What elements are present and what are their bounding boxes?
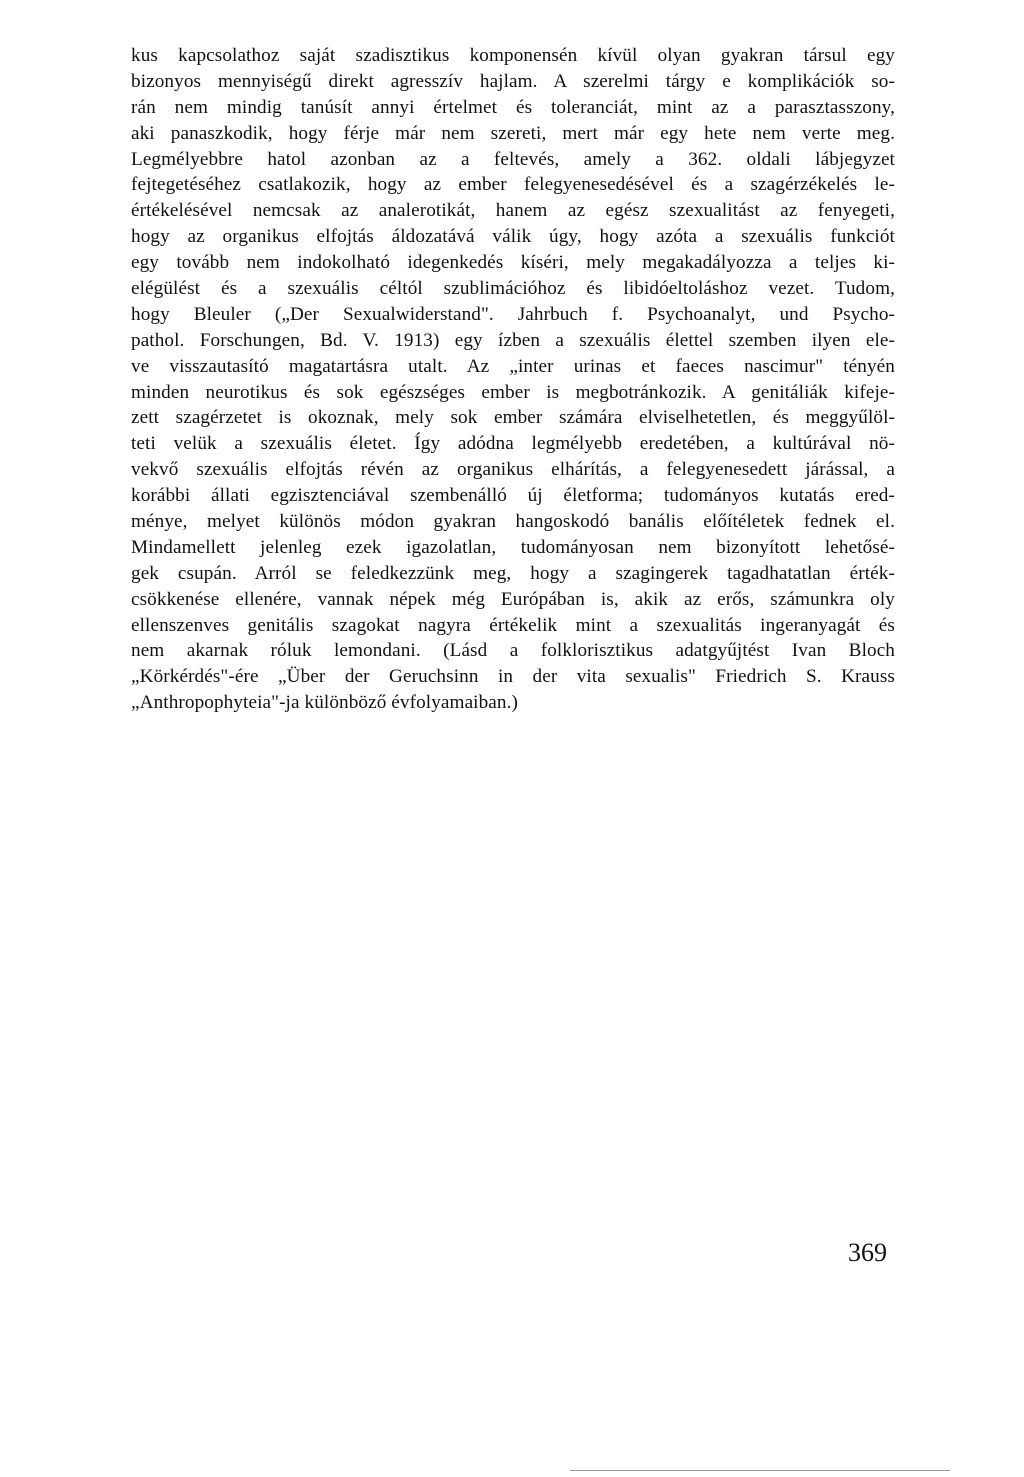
text-line: hogy az organikus elfojtás áldozatává válik úgy, hogy azóta a szexuális funkciót xyxy=(131,226,895,248)
text-line: ellenszenves genitális szagokat nagyra értékelik mint a szexualitás ingeranyagát és xyxy=(131,614,895,636)
text-line: elégülést és a szexuális céltól szublimációhoz és libidóeltoláshoz vezet. Tudom, xyxy=(131,278,895,300)
text-line: fejtegetéséhez csatlakozik, hogy az ember felegyenesedésével és a szagérzékelés le- xyxy=(131,174,895,196)
text-line: korábbi állati egzisztenciával szembenálló új életforma; tudományos kutatás ered- xyxy=(131,485,895,507)
text-line: bizonyos mennyiségű direkt agresszív hajlam. A szerelmi tárgy e komplikációk so- xyxy=(131,70,895,92)
text-line: „Körkérdés"-ére „Über der Geruchsinn in der vita sexualis" Friedrich S. Krauss xyxy=(131,666,895,688)
page-number: 369 xyxy=(848,1238,887,1267)
text-line: ve visszautasító magatartásra utalt. Az „inter urinas et faeces nascimur" tényén xyxy=(131,355,895,377)
text-line: hogy Bleuler („Der Sexualwiderstand". Jahrbuch f. Psychoanalyt, und Psycho- xyxy=(131,303,895,325)
text-line: Mindamellett jelenleg ezek igazolatlan, tudományosan nem bizonyított lehetősé- xyxy=(131,536,895,558)
text-line: rán nem mindig tanúsít annyi értelmet és toleranciát, mint az a parasztasszony, xyxy=(131,96,895,118)
text-line: minden neurotikus és sok egészséges ember is megbotránkozik. A genitáliák kifeje- xyxy=(131,381,895,403)
text-line: teti velük a szexuális életet. Így adódna legmélyebb eredetében, a kultúrával nö- xyxy=(131,433,895,455)
text-line: zett szagérzetet is okoznak, mely sok ember számára elviselhetetlen, és meggyűlöl- xyxy=(131,407,895,429)
text-line: kus kapcsolathoz saját szadisztikus komponensén kívül olyan gyakran társul egy xyxy=(131,45,895,66)
text-line: egy tovább nem indokolható idegenkedés kíséri, mely megakadályozza a teljes ki- xyxy=(131,252,895,274)
text-line: gek csupán. Arról se feledkezzünk meg, hogy a szagingerek tagadhatatlan érték- xyxy=(131,562,895,584)
text-line: vekvő szexuális elfojtás révén az organikus elhárítás, a felegyenesedett járással, a xyxy=(131,459,895,481)
text-line: nem akarnak róluk lemondani. (Lásd a folklorisztikus adatgyűjtést Ivan Bloch xyxy=(131,640,895,662)
text-line: pathol. Forschungen, Bd. V. 1913) egy ízben a szexuális élettel szemben ilyen ele- xyxy=(131,329,895,351)
text-line: aki panaszkodik, hogy férje már nem szereti, mert már egy hete nem verte meg. xyxy=(131,122,895,144)
scan-edge-line xyxy=(570,1470,950,1471)
footnote-text-block xyxy=(131,43,895,716)
text-line: csökkenése ellenére, vannak népek még Európában is, akik az erős, számunkra oly xyxy=(131,588,895,610)
text-line: ménye, melyet különös módon gyakran hangoskodó banális előítéletek fednek el. xyxy=(131,511,895,533)
text-line: Legmélyebbre hatol azonban az a feltevés, amely a 362. oldali lábjegyzet xyxy=(131,148,895,170)
text-line: értékelésével nemcsak az analerotikát, hanem az egész szexualitást az fenyegeti, xyxy=(131,200,895,222)
text-line: „Anthropophyteia"-ja különböző évfolyamaiban.) xyxy=(131,692,519,714)
